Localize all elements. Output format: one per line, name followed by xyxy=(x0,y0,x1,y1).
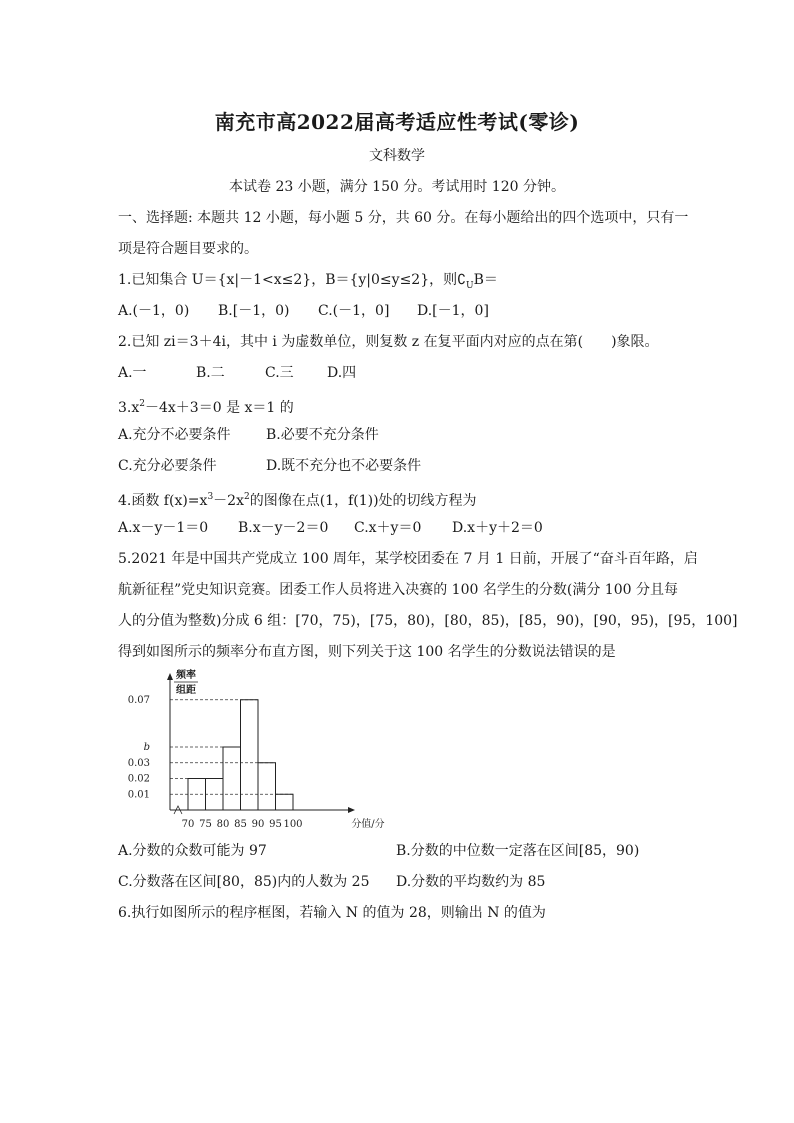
question-3-option-d: D.既不充分也不必要条件 xyxy=(266,458,422,474)
question-5-option-b: B.分数的中位数一定落在区间[85，90) xyxy=(396,843,640,859)
question-3-option-c: C.充分必要条件 xyxy=(118,458,217,474)
question-2-option-d: D.四 xyxy=(327,365,357,381)
exam-instructions: 本试卷 23 小题，满分 150 分。考试用时 120 分钟。 xyxy=(229,179,565,195)
exam-subtitle: 文科数学 xyxy=(369,148,425,164)
histogram-labels xyxy=(128,668,385,830)
y-tick-label: 0.02 xyxy=(127,773,150,785)
x-tick-label: 90 xyxy=(251,819,265,830)
question-6-stem: 6.执行如图所示的程序框图，若输入 N 的值为 28，则输出 N 的值为 xyxy=(118,905,546,921)
question-2-option-a: A.一 xyxy=(118,365,147,381)
y-axis-arrow xyxy=(167,673,173,680)
x-tick-label: 85 xyxy=(234,819,247,830)
question-4-stem: 4.函数 $f(x)=x^3-2x^2$的图像在点(1，f(1))处的切线方程为 xyxy=(118,492,477,509)
x-tick-label: 100 xyxy=(283,819,303,830)
x-tick-label: 80 xyxy=(216,819,230,830)
question-5-option-c: C.分数落在区间[80，85)内的人数为 25 xyxy=(118,874,370,890)
question-5-option-d: D.分数的平均数约为 85 xyxy=(396,874,546,890)
question-1-option-b: B.[－1，0) xyxy=(218,303,290,319)
question-4-option-c: C.x＋y＝0 xyxy=(354,520,422,536)
x-axis-label: 分值/分 xyxy=(351,819,385,830)
question-5-stem-line2: 航新征程”党史知识竞赛。团委工作人员将进入决赛的 100 名学生的分数(满分 100 分且每 xyxy=(118,582,678,598)
section-heading-line2: 项是符合题目要求的。 xyxy=(118,241,258,257)
x-tick-label: 70 xyxy=(181,819,195,830)
question-5-stem-line4: 得到如图所示的频率分布直方图，则下列关于这 100 名学生的分数说法错误的是 xyxy=(118,644,616,660)
question-3-option-a: A.充分不必要条件 xyxy=(118,427,231,443)
y-tick-label: 0.01 xyxy=(127,789,150,801)
exam-title: 南充市高2022届高考适应性考试(零诊) xyxy=(214,110,580,134)
question-5-option-a: A.分数的众数可能为 97 xyxy=(118,843,267,859)
y-tick-label: 0.03 xyxy=(127,757,150,769)
x-axis-arrow xyxy=(348,807,355,813)
histogram-bars xyxy=(188,700,293,810)
question-4-option-b: B.x－y－2＝0 xyxy=(238,520,329,536)
section-heading-line1: 一、选择题: 本题共 12 小题，每小题 5 分，共 60 分。在每小题给出的四个选项中，只有一 xyxy=(118,210,689,226)
y-axis-label-numerator: 频率 xyxy=(176,670,196,681)
question-4-option-d: D.x＋y＋2＝0 xyxy=(452,520,543,536)
question-2-option-b: B.二 xyxy=(196,365,225,381)
y-tick-label: 0.07 xyxy=(127,694,150,706)
histogram-bar xyxy=(258,763,276,810)
x-tick-label: 75 xyxy=(199,819,212,830)
question-3-option-b: B.必要不充分条件 xyxy=(266,427,379,443)
question-2-option-c: C.三 xyxy=(265,365,294,381)
question-1-stem: 1.已知集合 U＝{x|－1<x≤2}，B＝{y|0≤y≤2}，则$∁_UB=$ xyxy=(118,272,498,291)
histogram-bar xyxy=(223,747,241,810)
frequency-histogram xyxy=(118,668,398,840)
question-1-option-a: A.(－1，0) xyxy=(118,303,190,319)
y-tick-label: b xyxy=(143,742,150,753)
y-axis-label-denominator: 组距 xyxy=(176,685,196,696)
histogram-bar xyxy=(276,794,294,810)
question-2-stem: 2.已知 zi＝3＋4i，其中 i 为虚数单位，则复数 z 在复平面内对应的点在第( )象限。 xyxy=(118,334,659,350)
question-1-option-d: D.[－1，0] xyxy=(417,303,489,319)
question-4-option-a: A.x－y－1＝0 xyxy=(118,520,209,536)
x-tick-label: 95 xyxy=(269,819,282,830)
question-5-stem-line1: 5.2021 年是中国共产党成立 100 周年，某学校团委在 7 月 1 日前，开展了“奋斗百年路，启 xyxy=(118,551,698,567)
question-1-option-c: C.(－1，0] xyxy=(318,303,390,319)
question-3-stem: $3.x^2-4x+3=0$ 是 x＝1 的 xyxy=(118,399,294,416)
histogram-bar xyxy=(241,700,259,810)
question-5-stem-line3: 人的分值为整数)分成 6 组：[70，75)，[75，80)，[80，85)，[85，90)，[90，95)，[95，100] xyxy=(118,613,738,629)
